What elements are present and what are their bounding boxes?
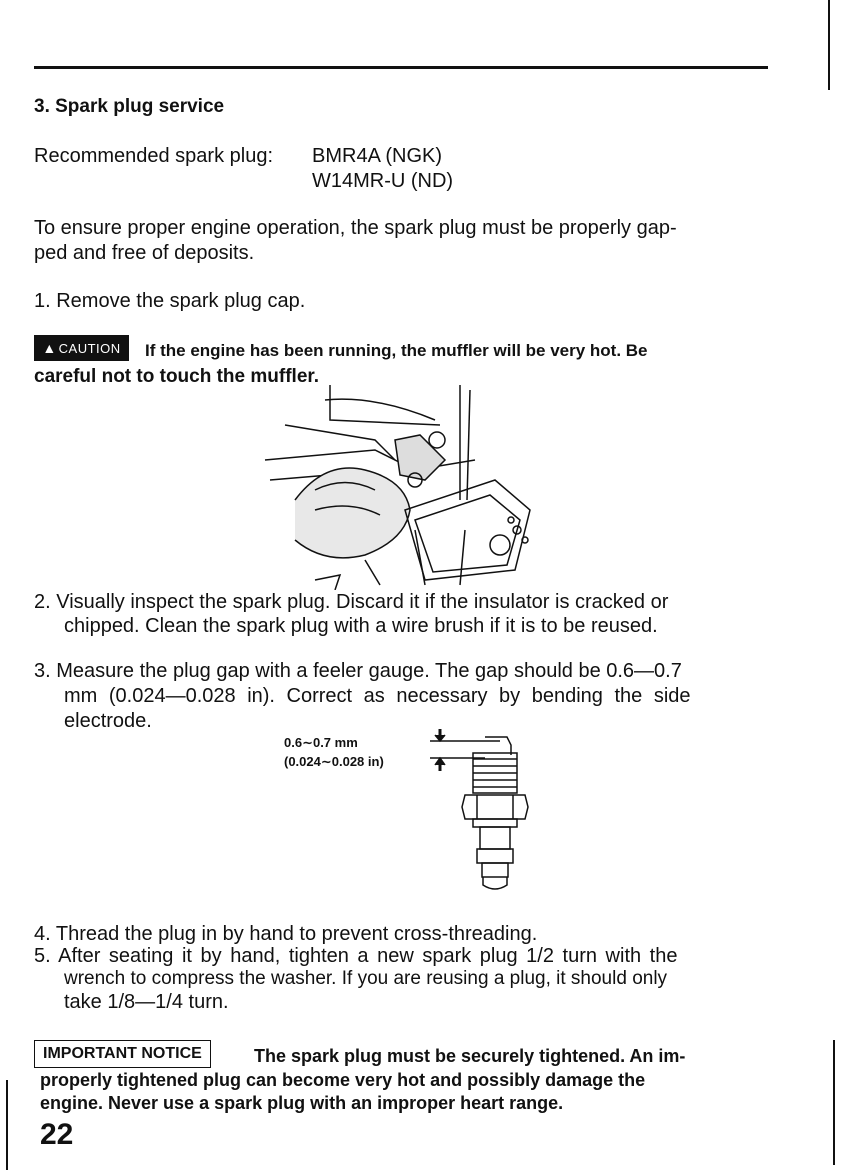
page-edge-line [828, 0, 830, 90]
page-number: 22 [40, 1118, 74, 1151]
caution-badge-label: CAUTION [58, 341, 121, 356]
step-2-line-2: chipped. Clean the spark plug with a wire brush if it is to be reused. [64, 615, 658, 637]
plug-nd: W14MR-U (ND) [312, 170, 454, 192]
notice-line-1: The spark plug must be securely tightened. An im- [254, 1046, 686, 1066]
step-2-line-1: 2. Visually inspect the spark plug. Discard it if the insulator is cracked or [34, 591, 669, 613]
step-1: 1. Remove the spark plug cap. [34, 290, 306, 312]
header-rule [34, 66, 768, 69]
step-5-line-2: wrench to compress the washer. If you are reusing a plug, it should only [64, 968, 668, 989]
step-5-line-1: 5. After seating it by hand, tighten a new spark plug 1/2 turn with the [34, 945, 678, 967]
section-title: 3. Spark plug service [34, 96, 225, 117]
caution-line-1: If the engine has been running, the muffler will be very hot. Be [145, 341, 648, 360]
plug-cap-removal-illustration [255, 380, 545, 590]
left-edge-line [6, 1080, 8, 1170]
step-3-line-2: mm (0.024—0.028 in). Correct as necessary by bending the side [64, 685, 691, 707]
notice-line-2: properly tightened plug can become very hot and possibly damage the [40, 1070, 646, 1090]
step-4: 4. Thread the plug in by hand to prevent cross-threading. [34, 923, 538, 945]
step-3-line-3: electrode. [64, 710, 152, 732]
gap-mm-label: 0.6∼0.7 mm [284, 735, 358, 750]
step-5-line-3: take 1/8—1/4 turn. [64, 991, 229, 1013]
warning-triangle-icon: ▲ [42, 340, 57, 356]
recommended-label: Recommended spark plug: [34, 145, 274, 167]
page-edge-line-bottom [833, 1040, 835, 1165]
important-notice-badge: IMPORTANT NOTICE [34, 1040, 211, 1068]
caution-badge [34, 335, 129, 361]
notice-line-3: engine. Never use a spark plug with an improper heart range. [40, 1093, 564, 1113]
caution-line-2: careful not to touch the muffler. [34, 366, 320, 387]
intro-line-1: To ensure proper engine operation, the spark plug must be properly gap- [34, 217, 677, 239]
plug-ngk: BMR4A (NGK) [312, 145, 443, 167]
gap-in-label: (0.024∼0.028 in) [284, 754, 384, 769]
intro-line-2: ped and free of deposits. [34, 242, 255, 264]
spark-plug-gap-illustration [425, 725, 535, 895]
step-3-line-1: 3. Measure the plug gap with a feeler gauge. The gap should be 0.6—0.7 [34, 660, 682, 682]
